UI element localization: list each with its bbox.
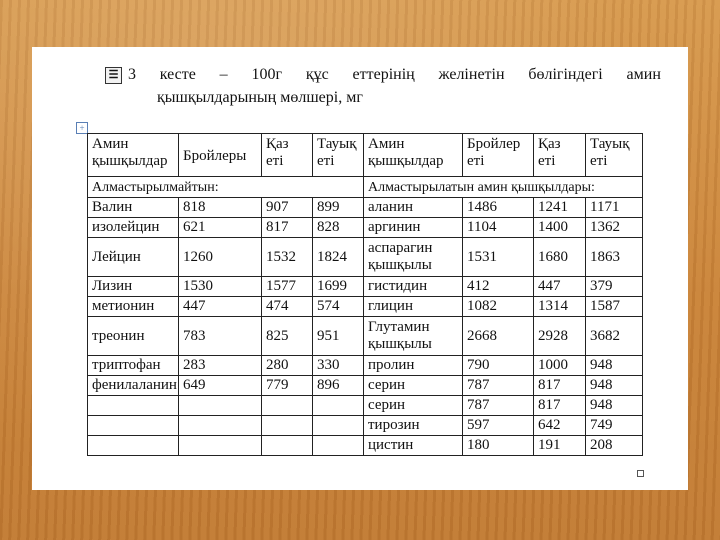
amino-acid-name-cell: изолейцин: [88, 218, 179, 238]
table-row: [88, 277, 643, 297]
amino-acid-name-cell: аргинин: [364, 218, 463, 238]
table-body: [88, 198, 643, 456]
value-cell: 817: [534, 396, 586, 416]
value-cell: [179, 396, 262, 416]
value-cell: 191: [534, 436, 586, 456]
header-cell: Бройлер еті: [463, 134, 534, 177]
value-cell: 1171: [586, 198, 643, 218]
amino-acid-name-cell: серин: [364, 376, 463, 396]
header-cell: Тауық еті: [586, 134, 643, 177]
caption-line-1: [105, 63, 661, 86]
value-cell: 1532: [262, 238, 313, 277]
value-cell: 1863: [586, 238, 643, 277]
value-cell: 1531: [463, 238, 534, 277]
amino-acid-name-cell: фенилаланин: [88, 376, 179, 396]
value-cell: [262, 396, 313, 416]
value-cell: 574: [313, 297, 364, 317]
value-cell: 180: [463, 436, 534, 456]
value-cell: 330: [313, 356, 364, 376]
header-cell: Бройлеры: [179, 134, 262, 177]
header-cell: Қаз еті: [262, 134, 313, 177]
value-cell: 818: [179, 198, 262, 218]
value-cell: 790: [463, 356, 534, 376]
value-cell: 896: [313, 376, 364, 396]
amino-acid-name-cell: аланин: [364, 198, 463, 218]
caption-line-2: қышқылдарының мөлшері, мг: [157, 89, 363, 106]
table-anchor-icon[interactable]: +: [76, 122, 88, 134]
value-cell: 649: [179, 376, 262, 396]
amino-acid-name-cell: цистин: [364, 436, 463, 456]
value-cell: 597: [463, 416, 534, 436]
value-cell: 621: [179, 218, 262, 238]
caption-word: бөлігіндегі: [528, 66, 603, 83]
value-cell: 1486: [463, 198, 534, 218]
value-cell: 899: [313, 198, 364, 218]
value-cell: 1000: [534, 356, 586, 376]
caption-word: 3: [128, 66, 136, 83]
value-cell: [313, 416, 364, 436]
caption-word: –: [219, 66, 228, 83]
value-cell: 817: [534, 376, 586, 396]
value-cell: 1104: [463, 218, 534, 238]
amino-acid-name-cell: метионин: [88, 297, 179, 317]
value-cell: 1260: [179, 238, 262, 277]
caption-word: 100г: [251, 66, 283, 83]
header-cell: Амин қышқылдар: [88, 134, 179, 177]
value-cell: [179, 436, 262, 456]
value-cell: 2668: [463, 317, 534, 356]
amino-acid-name-cell: триптофан: [88, 356, 179, 376]
section-label-nonessential: Алмастырылатын амин қышқылдары:: [364, 177, 643, 198]
table-row: [88, 317, 643, 356]
table-end-mark: [637, 470, 644, 477]
value-cell: 1241: [534, 198, 586, 218]
value-cell: 1699: [313, 277, 364, 297]
value-cell: 907: [262, 198, 313, 218]
table-row: [88, 416, 643, 436]
value-cell: 948: [586, 396, 643, 416]
amino-acid-name-cell: треонин: [88, 317, 179, 356]
header-cell: Амин қышқылдар: [364, 134, 463, 177]
amino-acid-name-cell: [88, 416, 179, 436]
value-cell: [179, 416, 262, 436]
amino-acid-name-cell: Лизин: [88, 277, 179, 297]
value-cell: [262, 436, 313, 456]
value-cell: 1587: [586, 297, 643, 317]
value-cell: 825: [262, 317, 313, 356]
value-cell: 2928: [534, 317, 586, 356]
value-cell: 642: [534, 416, 586, 436]
value-cell: 412: [463, 277, 534, 297]
caption-word: желінетін: [438, 66, 505, 83]
document-page: [32, 47, 688, 490]
table-row: [88, 356, 643, 376]
table-row: [88, 396, 643, 416]
table-row: [88, 376, 643, 396]
value-cell: 1530: [179, 277, 262, 297]
amino-acid-name-cell: Валин: [88, 198, 179, 218]
value-cell: 787: [463, 376, 534, 396]
caption-word: кесте: [159, 66, 196, 83]
amino-acid-name-cell: Лейцин: [88, 238, 179, 277]
amino-acid-name-cell: глицин: [364, 297, 463, 317]
amino-acid-name-cell: [88, 436, 179, 456]
value-cell: 3682: [586, 317, 643, 356]
value-cell: [313, 436, 364, 456]
value-cell: 1824: [313, 238, 364, 277]
amino-acid-table: [87, 133, 643, 456]
value-cell: [313, 396, 364, 416]
value-cell: 749: [586, 416, 643, 436]
header-cell: Қаз еті: [534, 134, 586, 177]
value-cell: 474: [262, 297, 313, 317]
table-row: [88, 218, 643, 238]
amino-acid-name-cell: [88, 396, 179, 416]
value-cell: 208: [586, 436, 643, 456]
table-row: [88, 238, 643, 277]
value-cell: 779: [262, 376, 313, 396]
value-cell: 948: [586, 356, 643, 376]
value-cell: 447: [534, 277, 586, 297]
value-cell: 828: [313, 218, 364, 238]
value-cell: 1680: [534, 238, 586, 277]
section-label-essential: Алмастырылмайтын:: [88, 177, 364, 198]
value-cell: 1362: [586, 218, 643, 238]
table-row: [88, 297, 643, 317]
value-cell: 1314: [534, 297, 586, 317]
amino-acid-name-cell: пролин: [364, 356, 463, 376]
value-cell: 1400: [534, 218, 586, 238]
header-cell: Тауық еті: [313, 134, 364, 177]
amino-acid-name-cell: серин: [364, 396, 463, 416]
value-cell: [262, 416, 313, 436]
caption-group-1: [105, 63, 136, 86]
value-cell: 948: [586, 376, 643, 396]
caption-word: құс: [305, 66, 329, 83]
amino-acid-name-cell: гистидин: [364, 277, 463, 297]
value-cell: 379: [586, 277, 643, 297]
amino-acid-name-cell: Глутамин қышқылы: [364, 317, 463, 356]
value-cell: 787: [463, 396, 534, 416]
caption-word: амин: [626, 66, 661, 83]
caption-word: еттерінің: [352, 66, 415, 83]
value-cell: 783: [179, 317, 262, 356]
amino-acid-name-cell: аспарагин қышқылы: [364, 238, 463, 277]
value-cell: 951: [313, 317, 364, 356]
value-cell: 447: [179, 297, 262, 317]
section-row: [88, 177, 643, 198]
amino-acid-name-cell: тирозин: [364, 416, 463, 436]
value-cell: 280: [262, 356, 313, 376]
value-cell: 817: [262, 218, 313, 238]
value-cell: 283: [179, 356, 262, 376]
table-row: [88, 436, 643, 456]
value-cell: 1577: [262, 277, 313, 297]
table-move-icon[interactable]: ☰: [105, 67, 122, 84]
header-row: [88, 134, 643, 177]
table-row: [88, 198, 643, 218]
table-caption: [105, 63, 661, 109]
value-cell: 1082: [463, 297, 534, 317]
